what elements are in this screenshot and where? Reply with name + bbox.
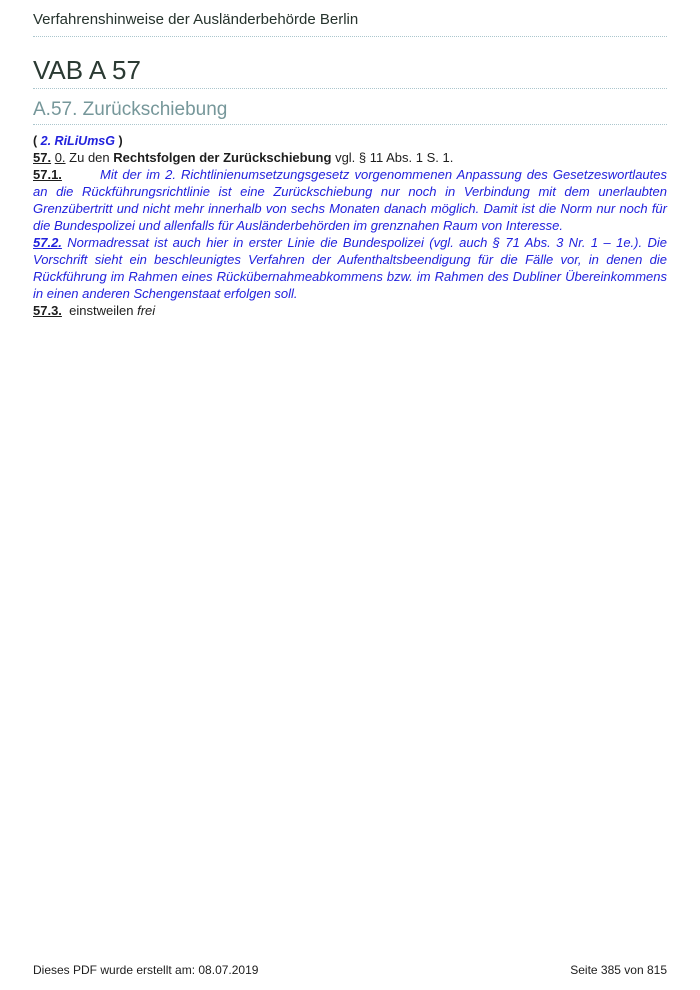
- paragraph-57-0-number: 57.: [33, 150, 52, 165]
- paragraph-57-0-text-bold: Rechtsfolgen der Zurückschiebung: [113, 150, 332, 165]
- paragraph-57-2: [33, 234, 667, 302]
- paragraph-57-2-number: 57.2.: [33, 235, 62, 250]
- document-footer: [33, 963, 667, 978]
- section-heading: A.57. Zurückschiebung: [33, 99, 667, 125]
- footer-page-number: Seite 385 von 815: [570, 963, 667, 977]
- law-reference-link[interactable]: 2. RiLiUmsG: [40, 134, 115, 148]
- paragraph-57-3-text-italic: frei: [137, 303, 156, 318]
- paragraph-57-1-text: Mit der im 2. Richtlinienumsetzungsgesetz vorgenommenen Anpassung des Gesetzeswortlautes an die Rückführungsrichtlinie ist eine Zurückschiebung nur noch in Verbindung mit dem unerlaubten Grenzübertritt und nicht mehr innerhalb von sechs Monaten danach möglich. Damit ist die Norm nur noch für die Bundespolizei und allenfalls für Ausländerbehörden im grenznahen Raum von Interesse.: [33, 167, 667, 233]
- paragraph-57-1-number: 57.1.: [33, 167, 62, 182]
- paragraph-57-0-subnumber: 0.: [54, 150, 66, 165]
- paragraph-57-3: [33, 302, 667, 319]
- paragraph-57-0-text-post: vgl. § 11 Abs. 1 S. 1.: [335, 150, 454, 165]
- law-reference-open-paren: (: [33, 134, 38, 148]
- footer-created-date: Dieses PDF wurde erstellt am: 08.07.2019: [33, 963, 259, 977]
- paragraph-57-3-text: einstweilen: [69, 303, 134, 318]
- law-reference-close-paren: ): [118, 134, 123, 148]
- law-reference: [33, 134, 667, 149]
- page-title: VAB A 57: [33, 57, 667, 89]
- paragraph-57-0: [33, 149, 667, 166]
- paragraph-57-2-text: Normadressat ist auch hier in erster Linie die Bundespolizei (vgl. auch § 71 Abs. 3 Nr. 1 – 1e.). Die Vorschrift sieht ein beschleunigtes Verfahren der Aufenthaltsbeendigung für die Fälle vor, in denen die Rückführung im Rahmen eines Rückübernahmeabkommens bzw. im Rahmen des Dubliner Übereinkommens in einen anderen Schengenstaat erfolgen soll.: [33, 235, 667, 301]
- document-header: [33, 0, 667, 37]
- document-header-title: Verfahrenshinweise der Ausländerbehörde Berlin: [33, 11, 359, 28]
- paragraph-57-3-number: 57.3.: [33, 303, 62, 318]
- paragraph-57-1: [33, 166, 667, 234]
- paragraph-57-0-text-pre: Zu den: [69, 150, 110, 165]
